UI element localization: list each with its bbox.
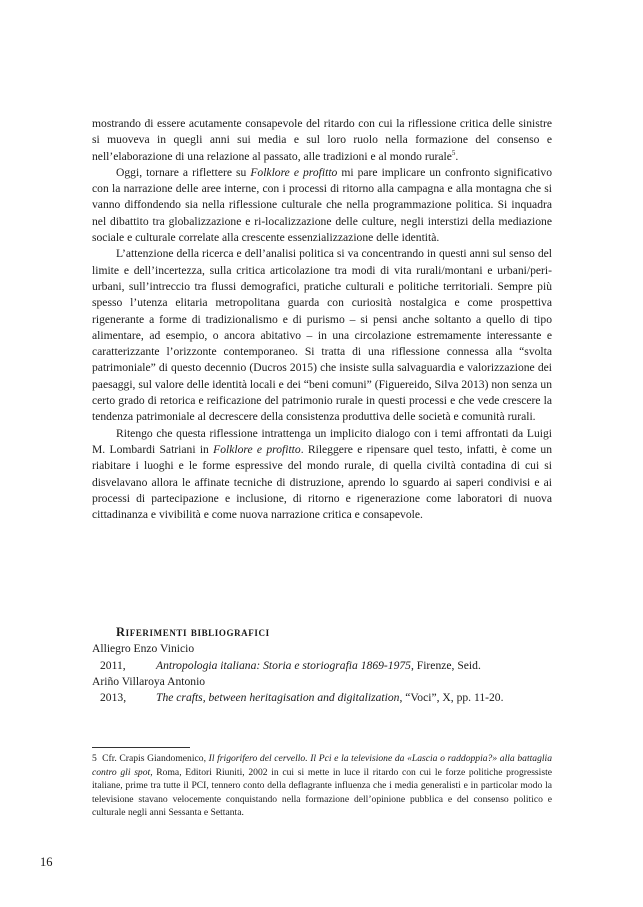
reference-year: 2011,	[100, 658, 126, 672]
reference-entry: 2011, Antropologia italiana: Storia e storiografia 1869-1975, Firenze, Seid.	[100, 658, 552, 674]
reference-year: 2013,	[100, 691, 127, 705]
footnote-divider	[92, 747, 190, 748]
footnote-number: 5	[92, 753, 97, 764]
paragraph-2: Oggi, tornare a riflettere su Folklore e profitto mi pare implicare un confronto significativo con la narrazione delle aree interne, con i processi di ritorno alla campagna e alla montagna che si vanno diffondendo sia nella riflessione culturale che nella programmazione politica. Si inquadra nel dibattito tra globalizzazione e ri-localizzazione delle culture, negli interstizi della mediazione sociale e culturale correlate alla crescente essenzializzazione delle identità.	[92, 165, 552, 245]
book-title: Folklore e profitto	[250, 165, 338, 179]
book-title: Folklore e profitto	[213, 442, 301, 456]
page-number: 16	[40, 855, 53, 869]
reference-author: Ariño Villaroya Antonio	[92, 674, 206, 688]
reference-entry: 2013, The crafts, between heritagisation and digitalization, “Voci”, X, pp. 11-20.	[100, 690, 552, 706]
references-section	[92, 624, 552, 706]
footnote-marker: 5	[451, 148, 456, 157]
paragraph-3: L’attenzione della ricerca e dell’analisi politica si va concentrando in questi anni sul senso del limite e dell’incertezza, sulla critica articolazione tra modi di vita rurali/montani e urbani/peri-urbani, sull’intreccio tra flussi demografici, pratiche culturali e politiche territoriali. Sempre più spesso l’utenza elitaria metropolitana guarda con curiosità nostalgica e come prospettiva rigenerante a forme di tradizionalismo e di purismo – si pensi anche soltanto a quello di tipo alimentare, ad esempio, o ancora abitativo – in una circolazione estremamente interessante e caratterizzante l’orizzonte contemporaneo. Si tratta di una riflessione connessa alla “svolta patrimoniale” di questo decennio (Ducros 2015) che insiste sulla salvaguardia e valorizzazione dei paesaggi, sul valore delle identità locali e dei “beni comuni” (Figuereido, Silva 2013) non senza un certo grado di retorica e reificazione del patrimonio rurale in questi processi e che vede crescere la tendenza patrimoniale al decrescere della consistenza produttiva delle società e comunità rurali.	[92, 247, 552, 424]
footnote-title: Il frigorifero del cervello. Il Pci e la televisione da «Lascia o raddoppia?» alla battaglia contro gli spot	[92, 753, 552, 778]
paragraph-1: mostrando di essere acutamente consapevole del ritardo con cui la riflessione critica delle sinistre si muoveva in quegli anni sui media e sul loro ruolo nella formazione del consenso e nell’elaborazione di una relazione al passato, alle tradizioni e al mondo rurale$^5$.	[92, 117, 552, 163]
paragraph-4: Ritengo che questa riflessione intrattenga un implicito dialogo con i temi affrontati da Luigi M. Lombardi Satriani in Folklore e profitto. Rileggere e ripensare quel testo, infatti, è come un riabitare i luoghi e le forme espressive del mondo rurale, di quella civiltà contadina di cui si disvelavano allora le affinate tecniche di distruzione, aprendo lo sguardo ai saperi condivisi e ai processi di partecipazione e inclusione, di ritorno e rigenerazione come laboratori di nuova cittadinanza e vivibilità e come nuova narrazione critica e consapevole.	[92, 426, 552, 522]
reference-title: The crafts, between heritagisation and digitalization	[156, 691, 400, 705]
body-text	[92, 116, 552, 523]
reference-title: Antropologia italiana: Storia e storiografia 1869-1975	[156, 658, 411, 672]
references-heading: Riferimenti bibliografici	[116, 625, 270, 639]
reference-author: Alliegro Enzo Vinicio	[92, 642, 195, 656]
footnote: 5 Cfr. Crapis Giandomenico, Il frigorifero del cervello. Il Pci e la televisione da «Lascia o raddoppia?» alla battaglia contro gli spot, Roma, Editori Riuniti, 2002 in cui si mette in luce il ritardo con cui le forze politiche progressiste italiane, prime tra tutte il PCI, tennero conto della deflagrante influenza che i media generalisti e in particolar modo la televisione stavano velocemente conquistando nella formazione dell’opinione pubblica e del consenso politico e culturale negli anni Sessanta e Settanta.	[92, 753, 552, 818]
